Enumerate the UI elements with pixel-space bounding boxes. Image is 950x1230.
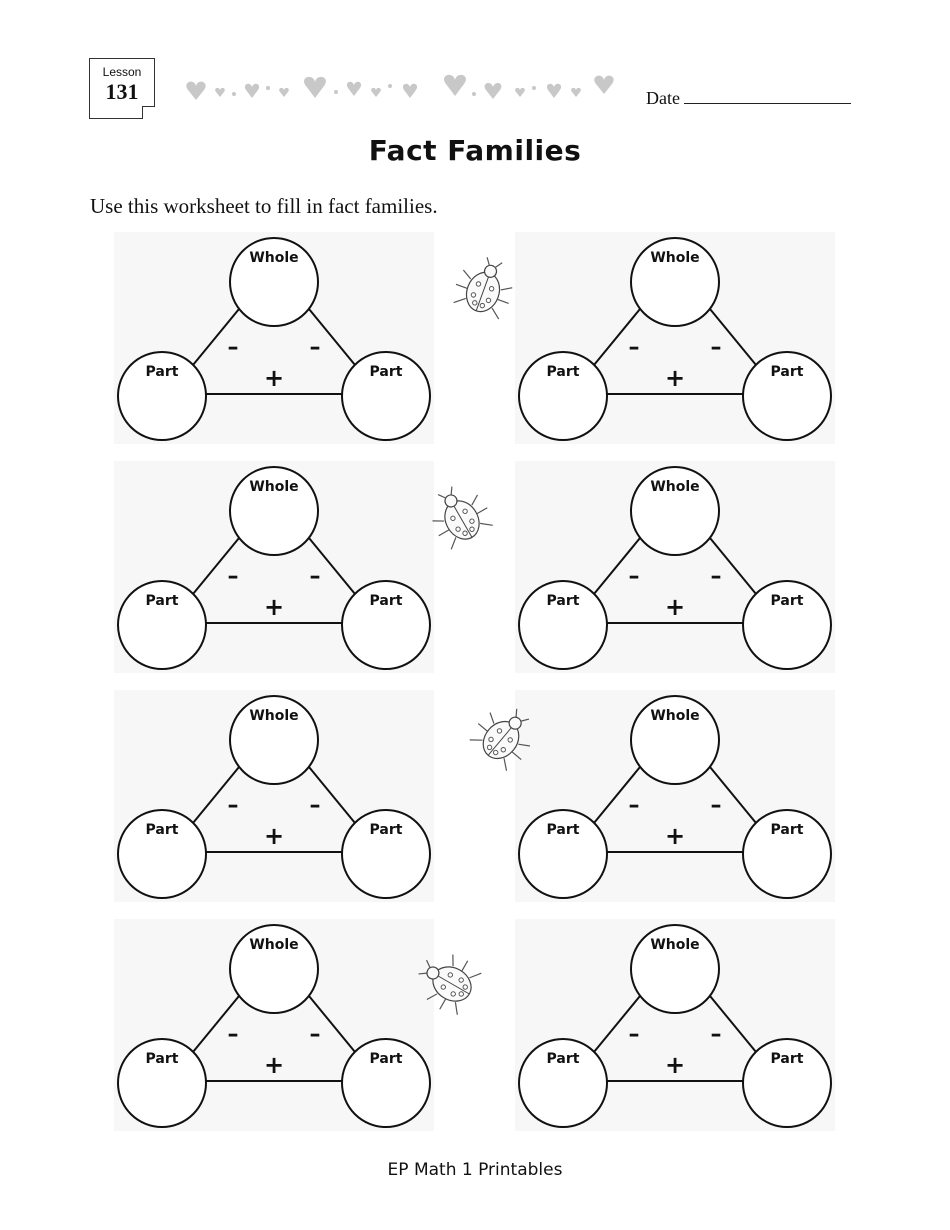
whole-label: Whole [650,708,700,724]
minus-sign: – [309,564,321,589]
minus-sign: – [309,793,321,818]
fact-family-diagram [515,232,835,444]
instructions-text: Use this worksheet to fill in fact families. [90,194,438,218]
whole-label: Whole [249,250,299,266]
part-label: Part [770,364,804,380]
date-label: Date [646,88,680,108]
plus-sign: + [664,593,686,621]
fact-family-diagram [114,690,434,902]
minus-sign: – [710,1022,722,1047]
minus-sign: – [710,564,722,589]
part-label: Part [546,364,580,380]
page-title: Fact Families [368,134,582,167]
plus-sign: + [263,593,285,621]
whole-label: Whole [650,479,700,495]
whole-label: Whole [650,250,700,266]
whole-label: Whole [249,708,299,724]
minus-sign: – [227,793,239,818]
part-label: Part [369,593,403,609]
part-label: Part [145,593,179,609]
whole-label: Whole [249,479,299,495]
part-label: Part [145,822,179,838]
ladybug-icon [450,250,521,320]
part-label: Part [546,822,580,838]
fact-family-diagram [515,461,835,673]
part-label: Part [770,1051,804,1067]
minus-sign: – [710,793,722,818]
minus-sign: – [628,793,640,818]
minus-sign: – [227,564,239,589]
minus-sign: – [628,1022,640,1047]
part-label: Part [145,1051,179,1067]
whole-label: Whole [249,937,299,953]
part-label: Part [546,1051,580,1067]
fact-family-diagram [515,919,835,1131]
plus-sign: + [664,364,686,392]
minus-sign: – [710,335,722,360]
part-label: Part [369,1051,403,1067]
plus-sign: + [664,822,686,850]
whole-label: Whole [650,937,700,953]
minus-sign: – [227,1022,239,1047]
minus-sign: – [628,564,640,589]
fact-family-diagram [114,461,434,673]
plus-sign: + [263,364,285,392]
plus-sign: + [664,1051,686,1079]
plus-sign: + [263,1051,285,1079]
part-label: Part [770,822,804,838]
footer-text: EP Math 1 Printables [387,1160,563,1180]
minus-sign: – [628,335,640,360]
minus-sign: – [227,335,239,360]
part-label: Part [369,822,403,838]
part-label: Part [369,364,403,380]
fact-family-diagram [114,919,434,1131]
fact-family-diagram [515,690,835,902]
part-label: Part [546,593,580,609]
lesson-label: Lesson [102,65,142,79]
lesson-number: 131 [105,79,139,104]
minus-sign: – [309,335,321,360]
part-label: Part [145,364,179,380]
plus-sign: + [263,822,285,850]
part-label: Part [770,593,804,609]
fact-family-diagram [114,232,434,444]
minus-sign: – [309,1022,321,1047]
